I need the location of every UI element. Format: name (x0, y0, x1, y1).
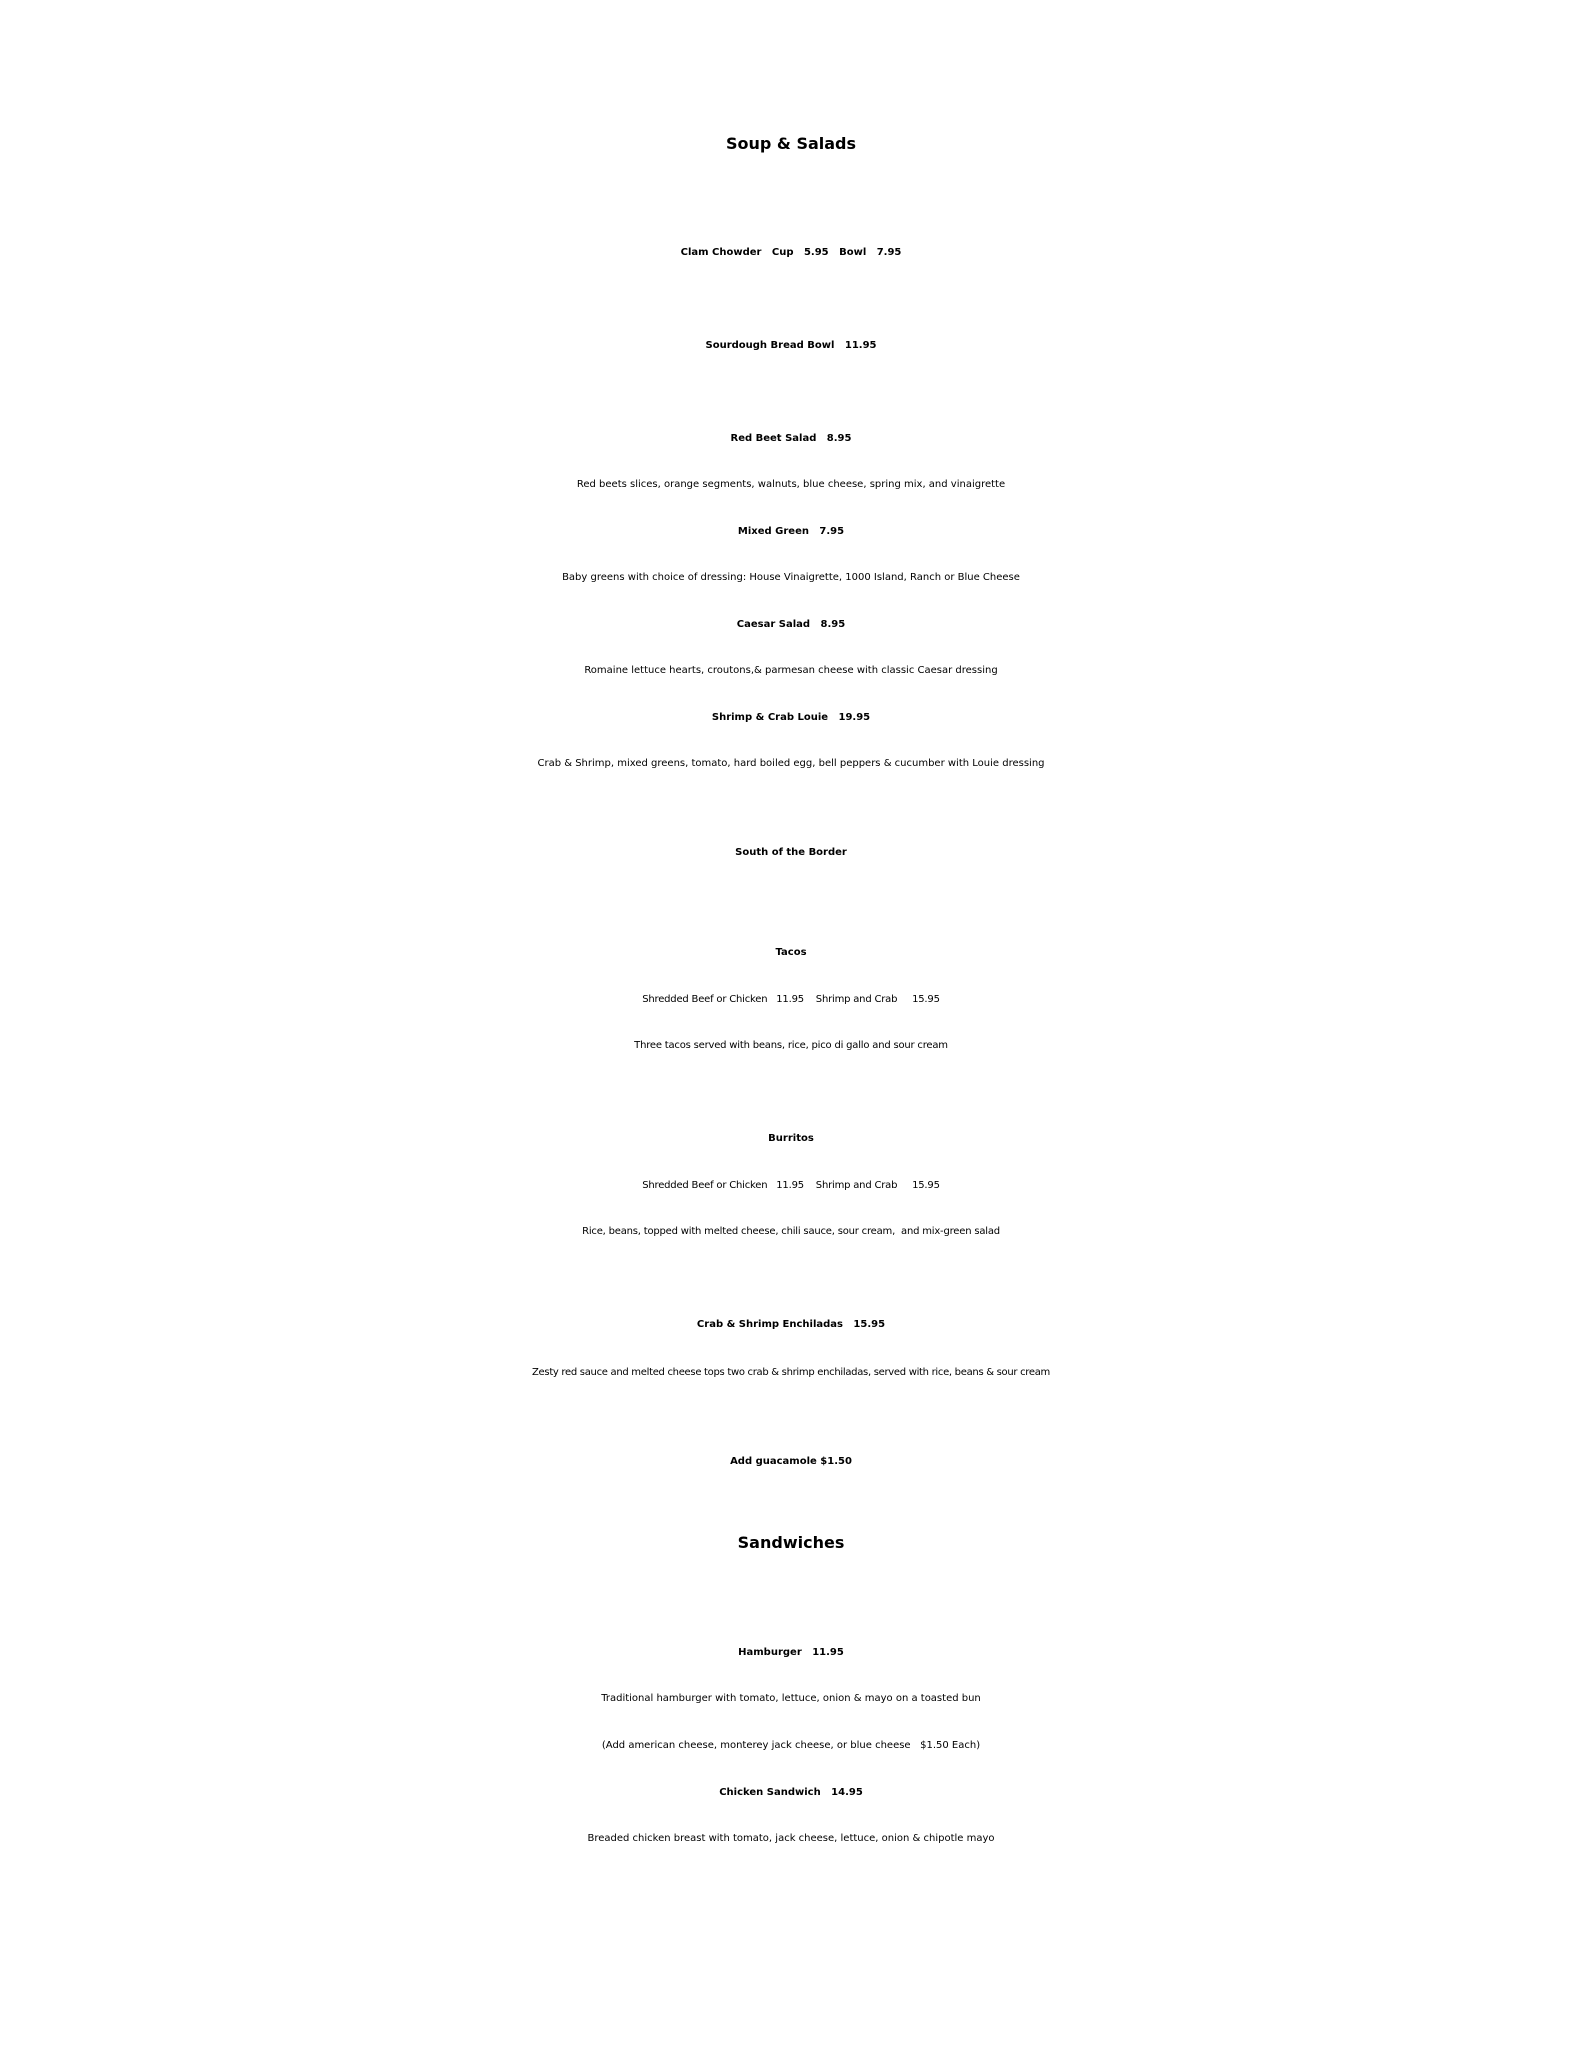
burritos-title: Burritos (768, 1133, 814, 1144)
shrimp-crab-louie-title: Shrimp & Crab Louie 19.95 (711, 712, 871, 723)
caesar-salad-description: Romaine lettuce hearts, croutons,& parmesan cheese with classic Caesar dressing (584, 665, 998, 676)
mixed-green-description: Baby greens with choice of dressing: House Vinaigrette, 1000 Island, Ranch or Blue Cheese (562, 572, 1020, 583)
tacos-description: Three tacos served with beans, rice, pico di gallo and sour cream (634, 1040, 948, 1051)
caesar-salad-title: Caesar Salad 8.95 (736, 619, 846, 630)
red-beet-salad-title: Red Beet Salad 8.95 (730, 433, 852, 444)
add-guacamole-note: Add guacamole $1.50 (730, 1456, 852, 1467)
mixed-green-title: Mixed Green 7.95 (737, 526, 845, 537)
chicken-sandwich-title: Chicken Sandwich 14.95 (719, 1787, 863, 1798)
tacos-title: Tacos (775, 947, 807, 958)
red-beet-salad-description: Red beets slices, orange segments, walnuts, blue cheese, spring mix, and vinaigrette (576, 479, 1006, 490)
hamburger-title: Hamburger 11.95 (738, 1647, 844, 1658)
clam-chowder-item: Clam Chowder Cup 5.95 Bowl 7.95 (680, 247, 902, 258)
shrimp-crab-louie-description: Crab & Shrimp, mixed greens, tomato, hard boiled egg, bell peppers & cucumber with Louie dressing (537, 758, 1045, 769)
section-heading-soup-salads: Soup & Salads (725, 134, 857, 153)
section-heading-sandwiches: Sandwiches (737, 1533, 845, 1552)
hamburger-addon-note: (Add american cheese, monterey jack cheese, or blue cheese $1.50 Each) (601, 1740, 981, 1751)
sourdough-bread-bowl-item: Sourdough Bread Bowl 11.95 (705, 340, 877, 351)
chicken-sandwich-description: Breaded chicken breast with tomato, jack cheese, lettuce, onion & chipotle mayo (587, 1833, 995, 1844)
section-heading-south-of-the-border: South of the Border (735, 847, 847, 858)
enchiladas-description: Zesty red sauce and melted cheese tops two crab & shrimp enchiladas, served with rice, beans & sour cream (532, 1367, 1050, 1378)
tacos-prices: Shredded Beef or Chicken 11.95 Shrimp and Crab 15.95 (642, 994, 940, 1005)
hamburger-description: Traditional hamburger with tomato, lettuce, onion & mayo on a toasted bun (601, 1693, 981, 1704)
burritos-description: Rice, beans, topped with melted cheese, chili sauce, sour cream, and mix-green salad (582, 1226, 1000, 1237)
enchiladas-title: Crab & Shrimp Enchiladas 15.95 (696, 1319, 886, 1330)
burritos-prices: Shredded Beef or Chicken 11.95 Shrimp and Crab 15.95 (642, 1180, 940, 1191)
